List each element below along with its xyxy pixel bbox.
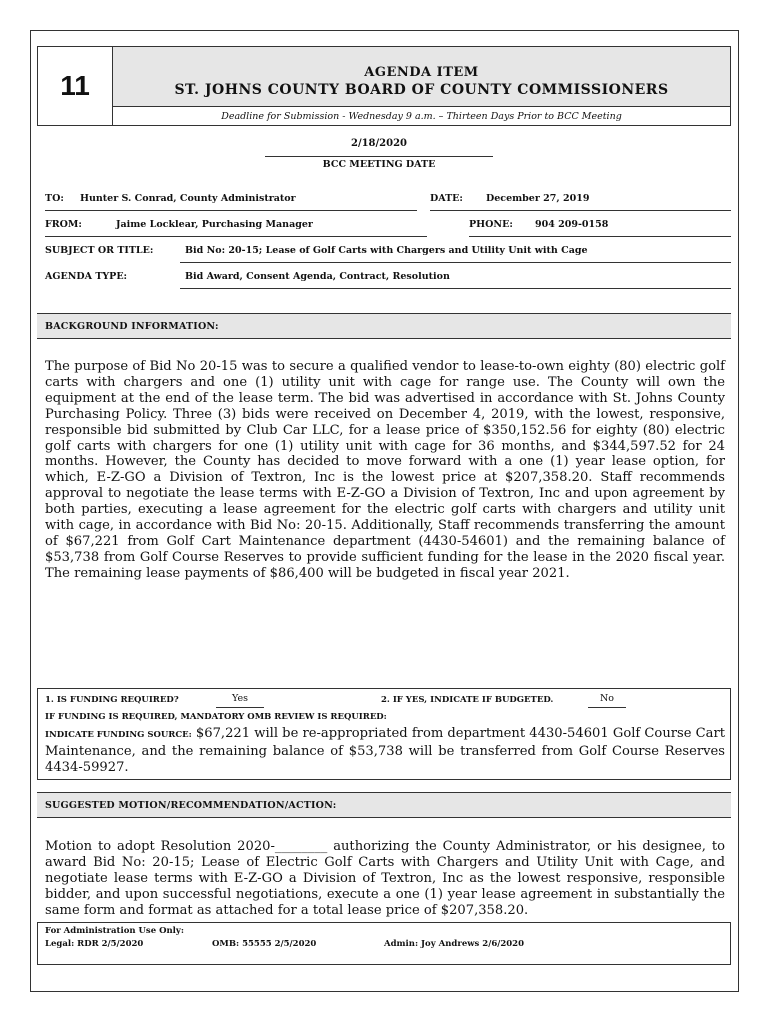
- to-value: Hunter S. Conrad, County Administrator: [80, 193, 296, 204]
- date-value: December 27, 2019: [486, 193, 590, 204]
- from-label: FROM:: [45, 219, 82, 230]
- budgeted-answer: No: [599, 693, 615, 704]
- divider: [469, 236, 731, 237]
- legal-review: Legal: RDR 2/5/2020: [45, 939, 144, 949]
- agenda-type-value: Bid Award, Consent Agenda, Contract, Resolution: [185, 271, 450, 282]
- divider: [265, 156, 493, 157]
- funding-required-label: 1. IS FUNDING REQUIRED?: [45, 695, 179, 705]
- divider: [45, 236, 427, 237]
- divider: [588, 707, 626, 708]
- divider: [430, 210, 731, 211]
- phone-value: 904 209-0158: [535, 219, 609, 230]
- divider: [180, 288, 731, 289]
- background-heading: BACKGROUND INFORMATION:: [37, 313, 731, 339]
- agenda-title-box: [112, 46, 731, 107]
- date-label: DATE:: [430, 193, 463, 204]
- omb-review: OMB: 55555 2/5/2020: [212, 939, 317, 949]
- phone-label: PHONE:: [469, 219, 513, 230]
- meeting-date-label: BCC MEETING DATE: [322, 159, 436, 170]
- admin-review: Admin: Joy Andrews 2/6/2020: [384, 939, 524, 949]
- board-title: ST. JOHNS COUNTY BOARD OF COUNTY COMMISSIONERS: [174, 82, 669, 98]
- funding-source-label: INDICATE FUNDING SOURCE:: [45, 730, 192, 740]
- subject-value: Bid No: 20-15; Lease of Golf Carts with Chargers and Utility Unit with Cage: [185, 245, 588, 256]
- admin-heading: For Administration Use Only:: [45, 926, 184, 936]
- divider: [216, 707, 264, 708]
- subject-label: SUBJECT OR TITLE:: [45, 245, 154, 256]
- funding-required-answer: Yes: [232, 693, 248, 704]
- to-label: TO:: [45, 193, 64, 204]
- agenda-item-number: 11: [37, 46, 113, 126]
- motion-text: Motion to adopt Resolution 2020-________ authorizing the County Administrator, or his designee, to award Bid No: 20-15; Lease of Electric Golf Carts with Chargers and Utility Unit with Cage, and negotiate lease terms with E-Z-GO a Division of Textron, Inc as the lowest responsive, responsible bidder, and upon successful negotiations, execute a one (1) year lease agreement in substantially the same form and format as attached for a total lease price of $207,358.20.: [45, 839, 725, 918]
- divider: [180, 262, 731, 263]
- from-value: Jaime Locklear, Purchasing Manager: [116, 219, 313, 230]
- agenda-type-label: AGENDA TYPE:: [45, 271, 128, 282]
- budgeted-label: 2. IF YES, INDICATE IF BUDGETED.: [381, 695, 554, 705]
- omb-review-note: IF FUNDING IS REQUIRED, MANDATORY OMB REVIEW IS REQUIRED:: [45, 712, 387, 722]
- background-text: The purpose of Bid No 20-15 was to secure a qualified vendor to lease-to-own eighty (80) electric golf carts with chargers and one (1) utility unit with cage for range use. The County will own the equipment at the end of the lease term. The bid was advertised in accordance with St. Johns County Purchasing Policy. Three (3) bids were received on December 4, 2019, with the lowest, responsive, responsible bid submitted by Club Car LLC, for a lease price of $350,152.56 for eighty (80) electric golf carts with chargers for one (1) utility unit with cage for 36 months, and $344,597.52 for 24 months. However, the County has decided to move forward with a one (1) year lease option, for which, E-Z-GO a Division of Textron, Inc is the lowest price at $207,358.20. Staff recommends approval to negotiate the lease terms with E-Z-GO a Division of Textron, Inc and upon agreement by both parties, executing a lease agreement for the electric golf carts with chargers and utility unit with cage, in accordance with Bid No: 20-15. Additionally, Staff recommends transferring the amount of $67,221 from Golf Cart Maintenance department (4430-54601) and the remaining balance of $53,738 from Golf Course Reserves to provide sufficient funding for the lease in the 2020 fiscal year. The remaining lease payments of $86,400 will be budgeted in fiscal year 2021.: [45, 359, 725, 581]
- motion-heading: SUGGESTED MOTION/RECOMMENDATION/ACTION:: [37, 792, 731, 818]
- agenda-item-title: AGENDA ITEM: [364, 65, 479, 80]
- meeting-date: 2/18/2020: [350, 138, 407, 149]
- divider: [45, 210, 417, 211]
- funding-source-text: $67,221 will be re-appropriated from department 4430-54601 Golf Course Cart Maintenance, and the remaining balance of $53,738 will be transferred from Golf Course Reserves 4434-59927.: [45, 726, 725, 775]
- deadline-note: Deadline for Submission - Wednesday 9 a.m. – Thirteen Days Prior to BCC Meeting: [112, 106, 731, 126]
- funding-source: [45, 726, 725, 777]
